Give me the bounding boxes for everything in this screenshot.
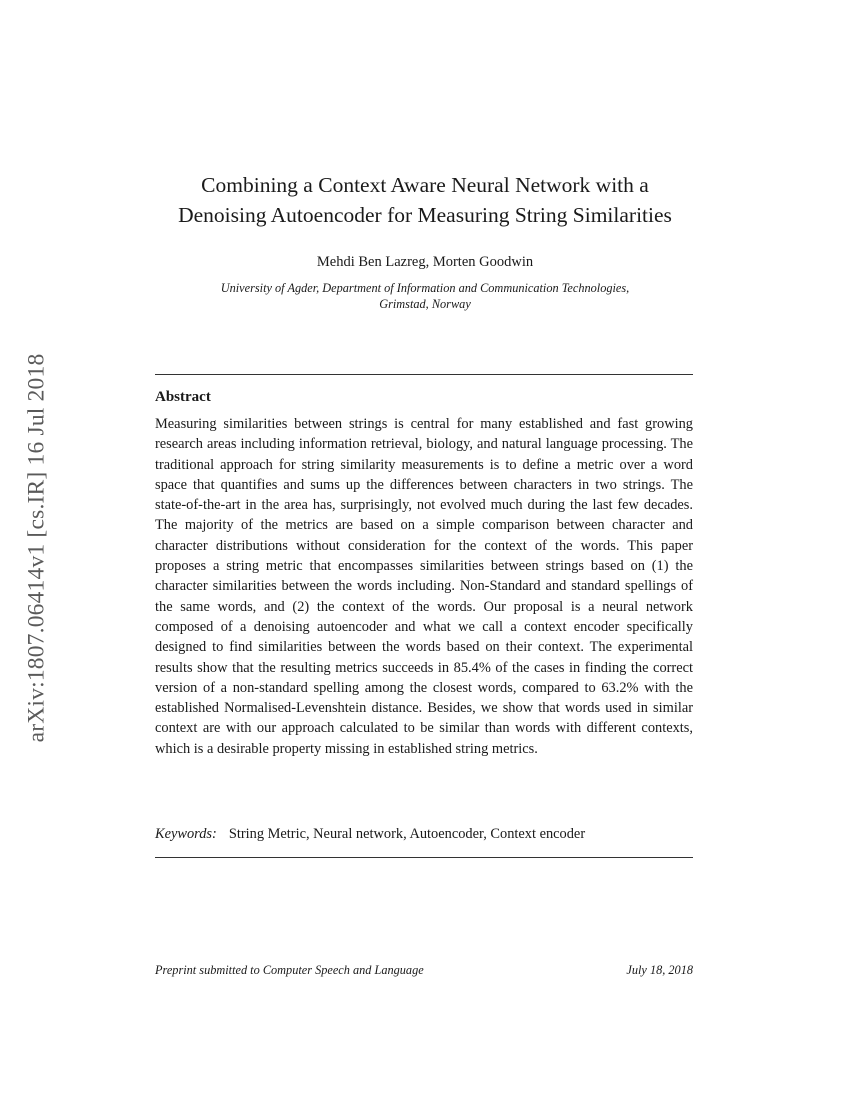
affiliation-line-2: Grimstad, Norway [379, 297, 471, 311]
title-line-1: Combining a Context Aware Neural Network with a [201, 173, 649, 197]
preprint-note: Preprint submitted to Computer Speech and Language [155, 963, 424, 977]
abstract-body: Measuring similarities between strings is central for many established and fast growing research areas including information retrieval, biology, and natural language processing. The traditional approach for string similarity measurements is to define a metric over a word space that quantifies and sums up the differences between characters in two strings. The state-of-the-art in the area has, surprisingly, not evolved much during the last few decades. The majority of the metrics are based on a simple comparison between character and character distributions without consideration for the context of the words. This paper proposes a string metric that encompasses similarities between strings based on (1) the character similarities between the words including. Non-Standard and standard spellings of the same words, and (2) the context of the words. Our proposal is a neural network composed of a denoising autoencoder and what we call a context encoder specifically designed to find similarities between the words based on their context. The experimental results show that the resulting metrics succeeds in 85.4% of the cases in finding the correct version of a non-standard spelling among the closest words, compared to 63.2% with the established Normalised-Levenshtein distance. Besides, we show that words used in similar context are with our approach calculated to be similar than words with different contexts, which is a desirable property missing in established string metrics. [155, 416, 693, 757]
preprint-date: July 18, 2018 [626, 963, 693, 977]
abstract-heading: Abstract [155, 389, 211, 405]
author-list: Mehdi Ben Lazreg, Morten Goodwin [316, 254, 534, 270]
keywords-text: String Metric, Neural network, Autoencoder, Context encoder [228, 826, 586, 842]
abstract-top-rule [155, 374, 693, 375]
keywords-label: Keywords: [155, 826, 217, 842]
abstract-bottom-rule [155, 857, 693, 858]
affiliation-line-1: University of Agder, Department of Information and Communication Technologies, [220, 281, 630, 295]
arxiv-identifier-stamp: arXiv:1807.06414v1 [cs.IR] 16 Jul 2018 [23, 353, 50, 743]
affiliation [100, 280, 750, 312]
keywords-line [155, 826, 693, 843]
title-line-2: Denoising Autoencoder for Measuring String Similarities [178, 203, 672, 227]
paper-title [100, 170, 750, 230]
